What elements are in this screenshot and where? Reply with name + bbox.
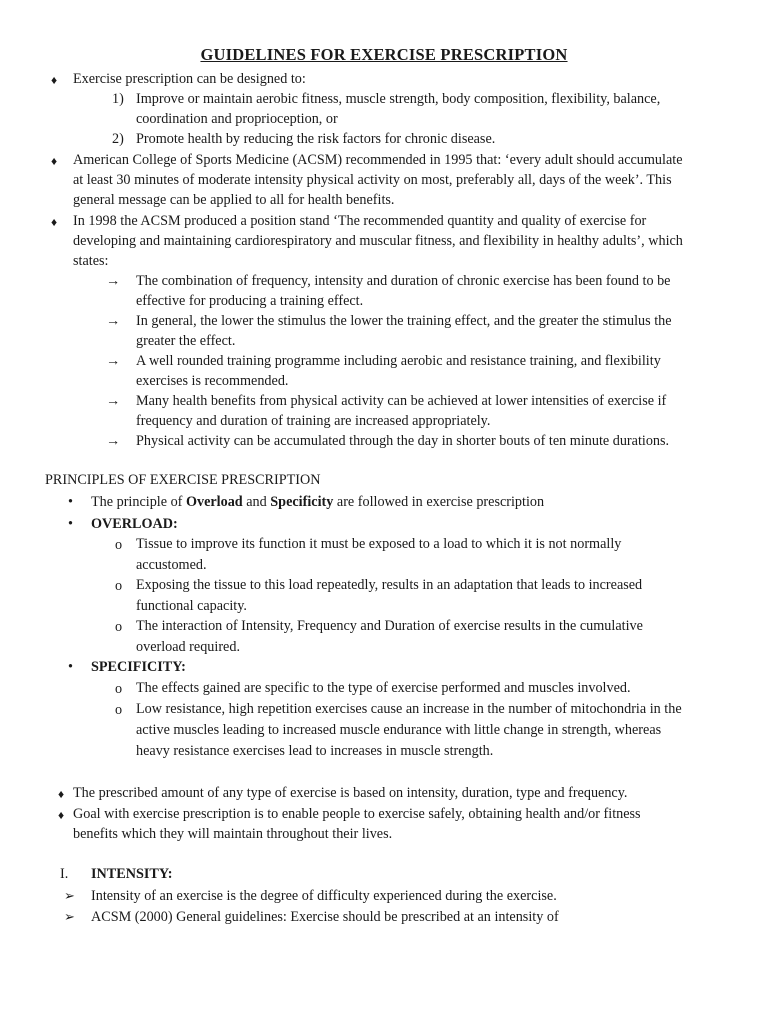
overload-heading: OVERLOAD: <box>91 516 178 532</box>
chevron-bullet-icon: ➢ <box>64 909 75 924</box>
prescription-item-2-line-2: benefits which they will maintain throughout their lives. <box>73 826 393 842</box>
arrow-bullet-icon: → <box>106 433 121 449</box>
acsm-statement-2-line-2: greater the effect. <box>136 333 236 349</box>
principles-heading: PRINCIPLES OF EXERCISE PRESCRIPTION <box>45 472 321 488</box>
overload-item-3-line-2: overload required. <box>136 639 240 655</box>
overload-item-2-line-2: functional capacity. <box>136 598 247 614</box>
dot-bullet-icon: • <box>68 659 73 675</box>
intensity-heading: INTENSITY: <box>91 866 173 882</box>
acsm-statement-5: Physical activity can be accumulated through the day in shorter bouts of ten minute durations. <box>136 433 670 449</box>
arrow-bullet-icon: → <box>106 273 121 289</box>
prescription-item-1: The prescribed amount of any type of exercise is based on intensity, duration, type and frequency. <box>73 785 628 801</box>
circle-bullet-icon: o <box>115 619 123 635</box>
acsm-statement-1-line-2: effective for producing a training effect. <box>136 293 364 309</box>
guideline-item-3-line-2: developing and maintaining cardiorespiratory and muscular fitness, and flexibility in healthy adults’, which <box>73 233 683 249</box>
arrow-bullet-icon: → <box>106 353 121 369</box>
overload-item-1-line-2: accustomed. <box>136 557 207 573</box>
list-number-2: 2) <box>112 131 124 147</box>
page-title: GUIDELINES FOR EXERCISE PRESCRIPTION <box>200 45 568 64</box>
principle-intro: The principle of Overload and Specificity are followed in exercise prescription <box>91 494 545 510</box>
guideline-item-2-line-2: at least 30 minutes of moderate intensity physical activity on most, preferably all, days of the week’. This <box>73 172 672 188</box>
specificity-heading: SPECIFICITY: <box>91 659 186 675</box>
chevron-bullet-icon: ➢ <box>64 888 75 903</box>
specificity-item-1: The effects gained are specific to the type of exercise performed and muscles involved. <box>136 680 631 696</box>
guideline-subitem-1-line-1: Improve or maintain aerobic fitness, muscle strength, body composition, flexibility, balance, <box>136 91 661 107</box>
circle-bullet-icon: o <box>115 578 123 594</box>
diamond-bullet-icon: ♦ <box>51 215 58 229</box>
intensity-item-2: ACSM (2000) General guidelines: Exercise should be prescribed at an intensity of <box>91 909 559 925</box>
guideline-item-3-line-3: states: <box>73 253 109 269</box>
circle-bullet-icon: o <box>115 681 123 697</box>
diamond-bullet-icon: ♦ <box>58 808 65 822</box>
overload-item-2-line-1: Exposing the tissue to this load repeatedly, results in an adaptation that leads to increased <box>136 577 643 593</box>
overload-item-3-line-1: The interaction of Intensity, Frequency and Duration of exercise results in the cumulative <box>136 618 643 634</box>
guideline-item-3-line-1: In 1998 the ACSM produced a position stand ‘The recommended quantity and quality of exercise for <box>73 213 647 229</box>
diamond-bullet-icon: ♦ <box>51 154 58 168</box>
diamond-bullet-icon: ♦ <box>51 73 58 87</box>
acsm-statement-3-line-2: exercises is recommended. <box>136 373 289 389</box>
specificity-item-2-line-2: active muscles leading to increased muscle endurance with little change in strength, whereas <box>136 722 662 738</box>
acsm-statement-1-line-1: The combination of frequency, intensity and duration of chronic exercise has been found to be <box>136 273 671 289</box>
overload-item-1-line-1: Tissue to improve its function it must be exposed to a load to which it is not normally <box>136 536 622 552</box>
intensity-item-1: Intensity of an exercise is the degree of difficulty experienced during the exercise. <box>91 888 557 904</box>
diamond-bullet-icon: ♦ <box>58 787 65 801</box>
dot-bullet-icon: • <box>68 494 73 510</box>
acsm-statement-2-line-1: In general, the lower the stimulus the lower the training effect, and the greater the stimulus the <box>136 313 672 329</box>
acsm-statement-4-line-2: frequency and duration of training are increased appropriately. <box>136 413 491 429</box>
acsm-statement-3-line-1: A well rounded training programme including aerobic and resistance training, and flexibility <box>136 353 661 369</box>
circle-bullet-icon: o <box>115 537 123 553</box>
acsm-statement-4-line-1: Many health benefits from physical activity can be achieved at lower intensities of exercise if <box>136 393 667 409</box>
list-number-1: 1) <box>112 91 124 107</box>
guideline-subitem-2: Promote health by reducing the risk factors for chronic disease. <box>136 131 496 147</box>
specificity-item-2-line-3: heavy resistance exercises lead to increases in muscle strength. <box>136 743 494 759</box>
dot-bullet-icon: • <box>68 516 73 532</box>
guideline-item-1: Exercise prescription can be designed to: <box>73 71 306 87</box>
guideline-subitem-1-line-2: coordination and proprioception, or <box>136 111 338 127</box>
prescription-item-2-line-1: Goal with exercise prescription is to enable people to exercise safely, obtaining health and/or fitness <box>73 806 641 822</box>
circle-bullet-icon: o <box>115 702 123 718</box>
guideline-item-2-line-3: general message can be applied to all for health benefits. <box>73 192 395 208</box>
guideline-item-2-line-1: American College of Sports Medicine (ACSM) recommended in 1995 that: ‘every adult should accumulate <box>73 152 683 168</box>
arrow-bullet-icon: → <box>106 393 121 409</box>
roman-numeral-1: I. <box>60 866 69 882</box>
arrow-bullet-icon: → <box>106 313 121 329</box>
specificity-item-2-line-1: Low resistance, high repetition exercises cause an increase in the number of mitochondria in the <box>136 701 682 717</box>
